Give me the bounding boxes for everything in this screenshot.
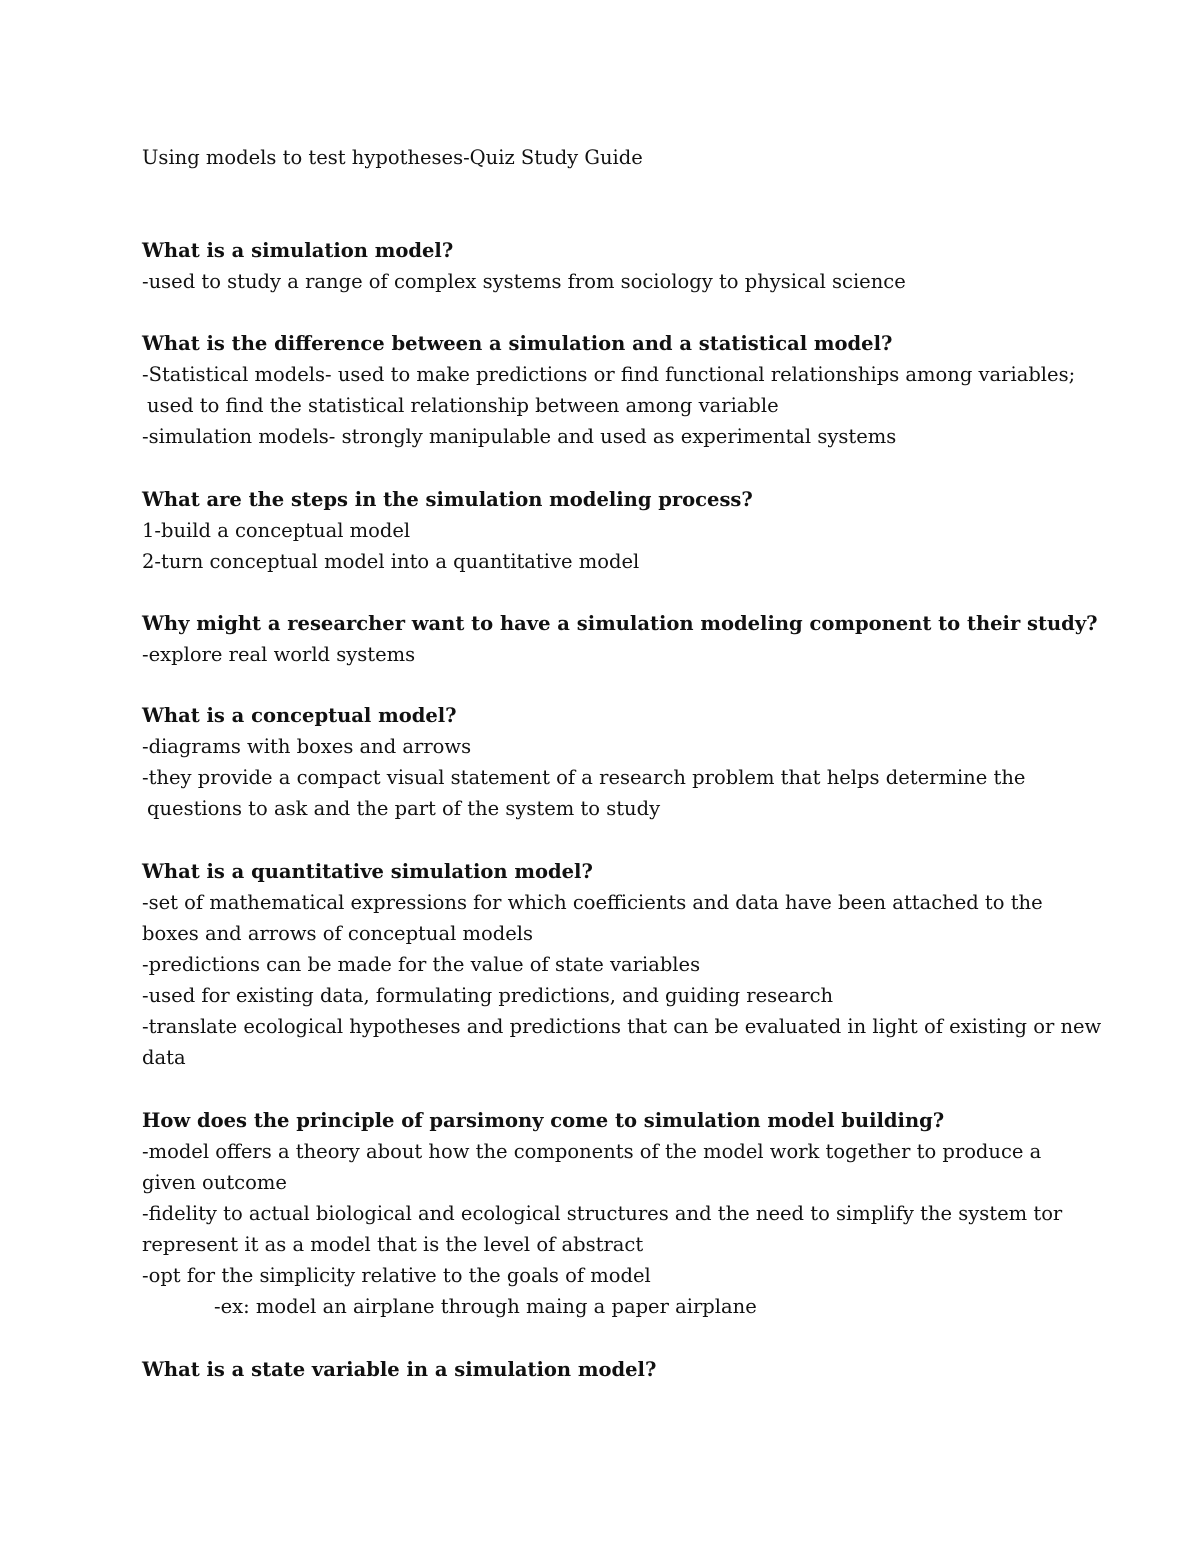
qa-section-simulation-vs-statistical [142,328,1076,452]
answer-line: boxes and arrows of conceptual models [142,922,534,945]
answer-line: 2-turn conceptual model into a quantitative model [142,550,640,573]
answer-line: -ex: model an airplane through maing a paper airplane [214,1295,757,1318]
qa-section-quantitative-model [142,856,1102,1073]
qa-section-conceptual-model [142,700,1072,824]
answer-line: -they provide a compact visual statement of a research problem that helps determine the [142,766,1026,789]
question-heading: How does the principle of parsimony come to simulation model building? [142,1109,945,1132]
question-heading: What are the steps in the simulation modeling process? [142,488,753,511]
question-heading: What is a state variable in a simulation model? [142,1358,657,1381]
answer-line: used to find the statistical relationship between among variable [147,394,779,417]
answer-line: -predictions can be made for the value of state variables [142,953,701,976]
qa-section-modeling-steps [142,484,1072,577]
answer-line: -set of mathematical expressions for which coefficients and data have been attached to the [142,891,1043,914]
document-title: Using models to test hypotheses-Quiz Study Guide [142,146,643,169]
question-heading: What is a quantitative simulation model? [142,860,593,883]
answer-line: questions to ask and the part of the system to study [147,797,661,820]
answer-line: -used for existing data, formulating predictions, and guiding research [142,984,834,1007]
answer-line: -used to study a range of complex systems from sociology to physical science [142,270,906,293]
question-heading: Why might a researcher want to have a simulation modeling component to their study? [142,612,1098,635]
question-heading: What is a simulation model? [142,239,454,262]
answer-line: -fidelity to actual biological and ecological structures and the need to simplify the system tor [142,1202,1063,1225]
answer-line: -explore real world systems [142,643,416,666]
answer-line: -diagrams with boxes and arrows [142,735,472,758]
answer-line: -opt for the simplicity relative to the goals of model [142,1264,651,1287]
qa-section-why-simulation [142,608,1098,670]
answer-line: given outcome [142,1171,287,1194]
question-heading: What is a conceptual model? [142,704,457,727]
answer-line: 1-build a conceptual model [142,519,411,542]
question-heading: What is the difference between a simulation and a statistical model? [142,332,893,355]
answer-line: -translate ecological hypotheses and predictions that can be evaluated in light of existing or new [142,1015,1102,1038]
qa-section-simulation-model [142,235,1072,297]
answer-line: data [142,1046,186,1069]
answer-line: -simulation models- strongly manipulable and used as experimental systems [142,425,897,448]
qa-section-parsimony [142,1105,1072,1322]
answer-line: represent it as a model that is the level of abstract [142,1233,644,1256]
answer-line: -model offers a theory about how the components of the model work together to produce a [142,1140,1042,1163]
qa-section-state-variable [142,1354,1072,1385]
answer-line: -Statistical models- used to make predictions or find functional relationships among variables; [142,363,1076,386]
